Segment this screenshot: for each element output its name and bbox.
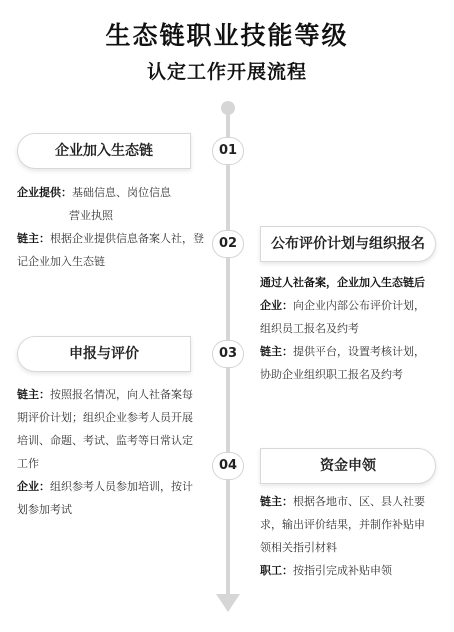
desc-line: 记企业加入生态链: [17, 255, 105, 268]
desc-line: 划参加考试: [17, 503, 72, 516]
desc-line: 营业执照: [69, 209, 113, 222]
step-4-description: [260, 490, 450, 582]
desc-line: 求，输出评价结果，并制作补贴申: [260, 518, 425, 531]
desc-line: 链主：根据各地市、区、县人社要: [260, 495, 425, 508]
timeline-arrow-down-icon: [216, 594, 240, 612]
desc-line: 链主：提供平台，设置考核计划，: [260, 345, 425, 358]
desc-line: 组织员工报名及约考: [260, 322, 359, 335]
step-3-number: 03: [212, 340, 244, 368]
step-1-description: [17, 181, 217, 273]
desc-line: 领相关指引材料: [260, 541, 337, 554]
step-2-number: 02: [212, 230, 244, 258]
desc-line: 期评价计划；组织企业参考人员开展: [17, 411, 193, 424]
step-3-description: [17, 383, 217, 521]
step-2-label: 公布评价计划与组织报名: [260, 226, 436, 262]
desc-line: 培训、命题、考试、监考等日常认定: [17, 434, 193, 447]
desc-line: 链主：按照报名情况，向人社备案每: [17, 388, 193, 401]
desc-line: 工作: [17, 457, 39, 470]
desc-line: 企业提供：基础信息、岗位信息: [17, 186, 171, 199]
desc-line: 职工：按指引完成补贴申领: [260, 564, 392, 577]
desc-line: 企业：组织参考人员参加培训，按计: [17, 480, 193, 493]
title-line-2: 认定工作开展流程: [146, 61, 307, 83]
step-4-number: 04: [212, 452, 244, 480]
title-line-1: 生态链职业技能等级: [105, 21, 349, 50]
step-4-label: 资金申领: [260, 448, 436, 484]
step-3-label: 申报与评价: [17, 336, 191, 372]
desc-line: 通过人社备案，企业加入生态链后: [260, 276, 425, 289]
desc-line: 链主：根据企业提供信息备案人社，登: [17, 232, 204, 245]
desc-line: 协助企业组织职工报名及约考: [260, 368, 403, 381]
desc-line: 企业：向企业内部公布评价计划，: [260, 299, 425, 312]
timeline-start-dot: [221, 101, 235, 115]
step-2-description: [260, 271, 450, 386]
step-1-number: 01: [212, 137, 244, 165]
step-1-label: 企业加入生态链: [17, 133, 191, 169]
